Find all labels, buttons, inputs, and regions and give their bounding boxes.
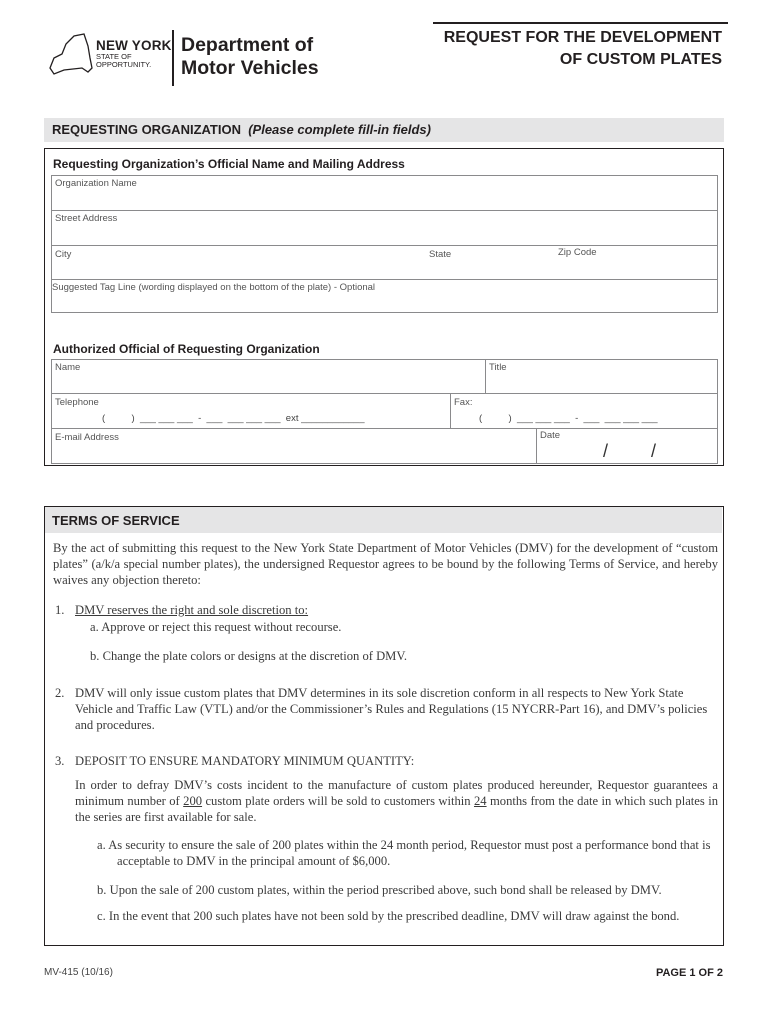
ny-wordmark: NEW YORK	[96, 38, 172, 53]
requesting-organization-box	[44, 148, 724, 466]
zip-code-field[interactable]: Zip Code	[558, 247, 597, 258]
authorized-official-heading: Authorized Official of Requesting Organization	[53, 342, 320, 356]
email-field[interactable]: E-mail Address	[51, 428, 537, 464]
logo-divider	[172, 30, 174, 86]
date-separator: /	[651, 441, 657, 461]
item-3b: b. Upon the sale of 200 custom plates, within the period prescribed above, such bond shall be released by DMV.	[97, 883, 662, 897]
item-1-number: 1.	[55, 603, 65, 617]
terms-header: TERMS OF SERVICE	[45, 507, 722, 533]
organization-name-field[interactable]: Organization Name	[51, 175, 718, 211]
official-name-field[interactable]: Name	[51, 359, 486, 394]
page-number: PAGE 1 OF 2	[655, 967, 723, 979]
months-period: 24	[473, 794, 487, 808]
item-2-text: DMV will only issue custom plates that DMV determines in its sole discretion conform in all respects to New York State Vehicle and Traffic Law (VTL) and/or the Commissioner’s Rules and Regulations (15 NYCRR-Part 16), and DMV’s policies and procedures.	[75, 686, 708, 732]
item-1-heading: DMV reserves the right and sole discretion to:	[75, 603, 309, 617]
form-number: MV-415 (10/16)	[44, 967, 113, 978]
title-rule	[433, 22, 728, 24]
mailing-address-heading: Requesting Organization’s Official Name and Mailing Address	[53, 157, 405, 171]
street-address-field[interactable]: Street Address	[51, 210, 718, 246]
new-york-state-outline-icon	[44, 28, 96, 76]
date-separator: /	[603, 441, 609, 461]
minimum-quantity: 200	[183, 794, 203, 808]
date-field[interactable]: Date / /	[536, 428, 718, 464]
terms-of-service-box	[44, 506, 724, 946]
fax-template: ( ) ___ ___ ___ - ___ ___ ___ ___	[479, 413, 658, 424]
telephone-template: ( ) ___ ___ ___ - ___ ___ ___ ___ ext ____________	[102, 413, 365, 424]
dmv-logo	[44, 28, 334, 90]
terms-intro: By the act of submitting this request to the New York State Department of Motor Vehicles (DMV) for the development of “custom plates” (a/k/a special number plates), the undersigned Requestor agrees to be bound by the following Terms of Service, and hereby waives any objection thereto:	[53, 541, 718, 587]
official-title-field[interactable]: Title	[485, 359, 718, 394]
dmv-wordmark: Department of Motor Vehicles	[181, 34, 319, 79]
page-title: REQUEST FOR THE DEVELOPMENT OF CUSTOM PLATES	[443, 29, 722, 68]
item-3c: c. In the event that 200 such plates have not been sold by the prescribed deadline, DMV will draw against the bond.	[97, 909, 680, 923]
item-1b: b. Change the plate colors or designs at the discretion of DMV.	[90, 649, 407, 663]
city-state-zip-row	[51, 245, 718, 280]
state-field[interactable]: State	[429, 249, 452, 260]
item-2-number: 2.	[55, 686, 65, 700]
item-3-number: 3.	[55, 754, 65, 768]
item-3-heading: DEPOSIT TO ENSURE MANDATORY MINIMUM QUANTITY:	[75, 754, 415, 768]
city-field[interactable]: City	[55, 249, 72, 260]
item-3a: a. As security to ensure the sale of 200 plates within the 24 month period, Requestor must post a performance bond that is acceptable to DMV in the principal amount of $6,000.	[97, 838, 711, 868]
tag-line-field[interactable]: Suggested Tag Line (wording displayed on the bottom of the plate) - Optional	[51, 279, 718, 313]
fax-field[interactable]: Fax: ( ) ___ ___ ___ - ___ ___ ___ ___	[450, 393, 718, 429]
item-1a: a. Approve or reject this request without recourse.	[90, 620, 342, 634]
item-3-text: In order to defray DMV’s costs incident to the manufacture of custom plates produced hereunder, Requestor guarantees a minimum number of 200 custom plate orders will be sold to customers within 24 months from the date in which such plates in the series are first available for sale.	[75, 778, 719, 824]
telephone-field[interactable]: Telephone ( ) ___ ___ ___ - ___ ___ ___ ___ ext ____________	[51, 393, 451, 429]
ny-tagline: STATE OF OPPORTUNITY.	[96, 52, 152, 69]
requesting-organization-header: REQUESTING ORGANIZATION (Please complete fill-in fields)	[44, 118, 724, 142]
